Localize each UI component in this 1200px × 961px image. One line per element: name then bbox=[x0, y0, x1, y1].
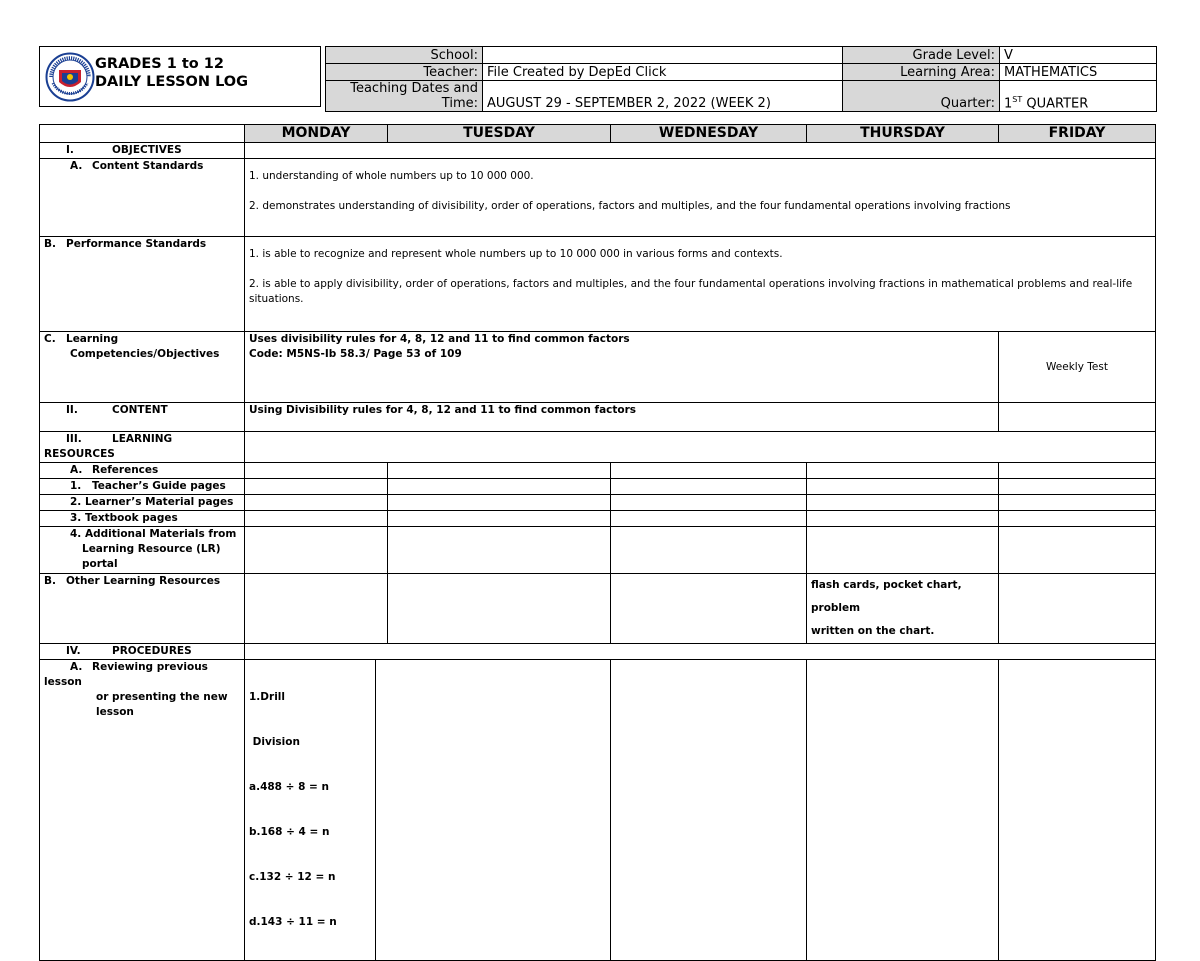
day-header-row bbox=[40, 125, 1156, 143]
day-wednesday: WEDNESDAY bbox=[611, 125, 807, 143]
learners-material-row bbox=[40, 495, 1156, 511]
reviewing-tuesday bbox=[376, 660, 611, 961]
quarter-number: 1 bbox=[1004, 96, 1013, 111]
drill-item-c: c.132 ÷ 12 = n bbox=[249, 871, 336, 883]
other-resources-tuesday bbox=[388, 574, 611, 644]
grade-level-label: Grade Level: bbox=[843, 47, 1000, 64]
additional-materials-monday bbox=[245, 527, 388, 574]
drill-title: 1.Drill bbox=[249, 691, 285, 703]
teachers-guide-wednesday bbox=[611, 479, 807, 495]
textbook-thursday bbox=[807, 511, 999, 527]
teachers-guide-tuesday bbox=[388, 479, 611, 495]
learners-material-friday bbox=[999, 495, 1156, 511]
references-wednesday bbox=[611, 463, 807, 479]
additional-materials-thursday bbox=[807, 527, 999, 574]
quarter-text: QUARTER bbox=[1022, 96, 1089, 111]
day-friday: FRIDAY bbox=[999, 125, 1156, 143]
objectives-value bbox=[245, 143, 1156, 159]
reviewing-friday bbox=[999, 660, 1156, 961]
drill-item-d: d.143 ÷ 11 = n bbox=[249, 916, 337, 928]
textbook-tuesday bbox=[388, 511, 611, 527]
learning-area-value: MATHEMATICS bbox=[1000, 64, 1157, 81]
other-resources-label: B. Other Learning Resources bbox=[40, 574, 245, 644]
competency-text: Uses divisibility rules for 4, 8, 12 and 11 to find common factors bbox=[249, 333, 630, 345]
teachers-guide-monday bbox=[245, 479, 388, 495]
content-standard-1: 1. understanding of whole numbers up to 10 000 000. bbox=[249, 170, 534, 182]
reviewing-wednesday bbox=[611, 660, 807, 961]
school-value bbox=[483, 47, 843, 64]
teachers-guide-thursday bbox=[807, 479, 999, 495]
day-header-blank bbox=[40, 125, 245, 143]
learners-material-tuesday bbox=[388, 495, 611, 511]
learners-material-wednesday bbox=[611, 495, 807, 511]
other-resources-thursday-line2: written on the chart. bbox=[811, 625, 935, 637]
procedures-value bbox=[245, 644, 1156, 660]
learning-resources-value bbox=[245, 432, 1156, 463]
grade-level-value: V bbox=[1000, 47, 1157, 64]
references-friday bbox=[999, 463, 1156, 479]
competencies-label: C. Learning Competencies/Objectives bbox=[40, 332, 245, 403]
drill-item-b: b.168 ÷ 4 = n bbox=[249, 826, 330, 838]
teaching-dates-value: AUGUST 29 - SEPTEMBER 2, 2022 (WEEK 2) bbox=[483, 81, 843, 112]
objectives-row bbox=[40, 143, 1156, 159]
additional-materials-friday bbox=[999, 527, 1156, 574]
additional-materials-label: 4. Additional Materials from Learning Resource (LR) portal bbox=[40, 527, 245, 574]
additional-materials-wednesday bbox=[611, 527, 807, 574]
header-title-box bbox=[39, 46, 321, 107]
additional-materials-tuesday bbox=[388, 527, 611, 574]
learners-material-monday bbox=[245, 495, 388, 511]
quarter-value bbox=[1000, 81, 1157, 112]
learners-material-label: 2. Learner’s Material pages bbox=[40, 495, 245, 511]
other-resources-thursday bbox=[807, 574, 999, 644]
drill-subtitle: Division bbox=[249, 736, 300, 748]
content-standards-label: A. Content Standards bbox=[40, 159, 245, 237]
performance-standard-2: 2. is able to apply divisibility, order of operations, factors and multiples, and the four fundamental operations involving fractions in mathematical problems and real-life situations. bbox=[249, 278, 1133, 305]
reviewing-row bbox=[40, 660, 1156, 961]
learning-area-label: Learning Area: bbox=[843, 64, 1000, 81]
textbook-label: 3. Textbook pages bbox=[40, 511, 245, 527]
teaching-dates-label: Teaching Dates and Time: bbox=[326, 81, 483, 112]
competencies-value bbox=[245, 332, 999, 403]
teachers-guide-row bbox=[40, 479, 1156, 495]
performance-standards-row bbox=[40, 237, 1156, 332]
title-daily-lesson-log: DAILY LESSON LOG bbox=[95, 74, 249, 90]
content-standards-row bbox=[40, 159, 1156, 237]
textbook-wednesday bbox=[611, 511, 807, 527]
header-info-table bbox=[325, 46, 1157, 112]
title-grades: GRADES 1 to 12 bbox=[95, 56, 224, 72]
school-label: School: bbox=[326, 47, 483, 64]
other-resources-friday bbox=[999, 574, 1156, 644]
content-friday bbox=[999, 403, 1156, 432]
content-standard-2: 2. demonstrates understanding of divisibility, order of operations, factors and multiples, and the four fundamental operations involving fractions bbox=[249, 200, 1011, 212]
competencies-row bbox=[40, 332, 1156, 403]
procedures-row bbox=[40, 644, 1156, 660]
quarter-label: Quarter: bbox=[843, 81, 1000, 112]
content-value: Using Divisibility rules for 4, 8, 12 and 11 to find common factors bbox=[245, 403, 999, 432]
teachers-guide-friday bbox=[999, 479, 1156, 495]
content-label: II. CONTENT bbox=[40, 403, 245, 432]
day-tuesday: TUESDAY bbox=[388, 125, 611, 143]
learning-resources-row bbox=[40, 432, 1156, 463]
teacher-label: Teacher: bbox=[326, 64, 483, 81]
textbook-friday bbox=[999, 511, 1156, 527]
day-monday: MONDAY bbox=[245, 125, 388, 143]
reviewing-thursday bbox=[807, 660, 999, 961]
objectives-label: I. OBJECTIVES bbox=[40, 143, 245, 159]
other-resources-monday bbox=[245, 574, 388, 644]
friday-weekly-test: Weekly Test bbox=[999, 332, 1156, 403]
references-tuesday bbox=[388, 463, 611, 479]
procedures-label: IV. PROCEDURES bbox=[40, 644, 245, 660]
other-resources-wednesday bbox=[611, 574, 807, 644]
references-row bbox=[40, 463, 1156, 479]
quarter-suffix: ST bbox=[1012, 94, 1023, 104]
other-resources-thursday-line1: flash cards, pocket chart, problem bbox=[811, 579, 962, 614]
deped-seal-icon bbox=[45, 52, 95, 102]
lesson-log-table bbox=[39, 124, 1156, 961]
textbook-monday bbox=[245, 511, 388, 527]
learners-material-thursday bbox=[807, 495, 999, 511]
performance-standards-value bbox=[245, 237, 1156, 332]
content-row bbox=[40, 403, 1156, 432]
textbook-row bbox=[40, 511, 1156, 527]
other-resources-row bbox=[40, 574, 1156, 644]
teacher-value: File Created by DepEd Click bbox=[483, 64, 843, 81]
references-label: A. References bbox=[40, 463, 245, 479]
reviewing-monday bbox=[245, 660, 376, 961]
performance-standards-label: B. Performance Standards bbox=[40, 237, 245, 332]
teachers-guide-label: 1. Teacher’s Guide pages bbox=[40, 479, 245, 495]
additional-materials-row bbox=[40, 527, 1156, 574]
content-standards-value bbox=[245, 159, 1156, 237]
performance-standard-1: 1. is able to recognize and represent whole numbers up to 10 000 000 in various forms and contexts. bbox=[249, 248, 783, 260]
reviewing-label: A. Reviewing previous lesson or presenting the new lesson bbox=[40, 660, 245, 961]
day-thursday: THURSDAY bbox=[807, 125, 999, 143]
drill-item-a: a.488 ÷ 8 = n bbox=[249, 781, 329, 793]
competency-code: Code: M5NS-Ib 58.3/ Page 53 of 109 bbox=[249, 348, 462, 360]
learning-resources-label: III. LEARNING RESOURCES bbox=[40, 432, 245, 463]
references-thursday bbox=[807, 463, 999, 479]
references-monday bbox=[245, 463, 388, 479]
